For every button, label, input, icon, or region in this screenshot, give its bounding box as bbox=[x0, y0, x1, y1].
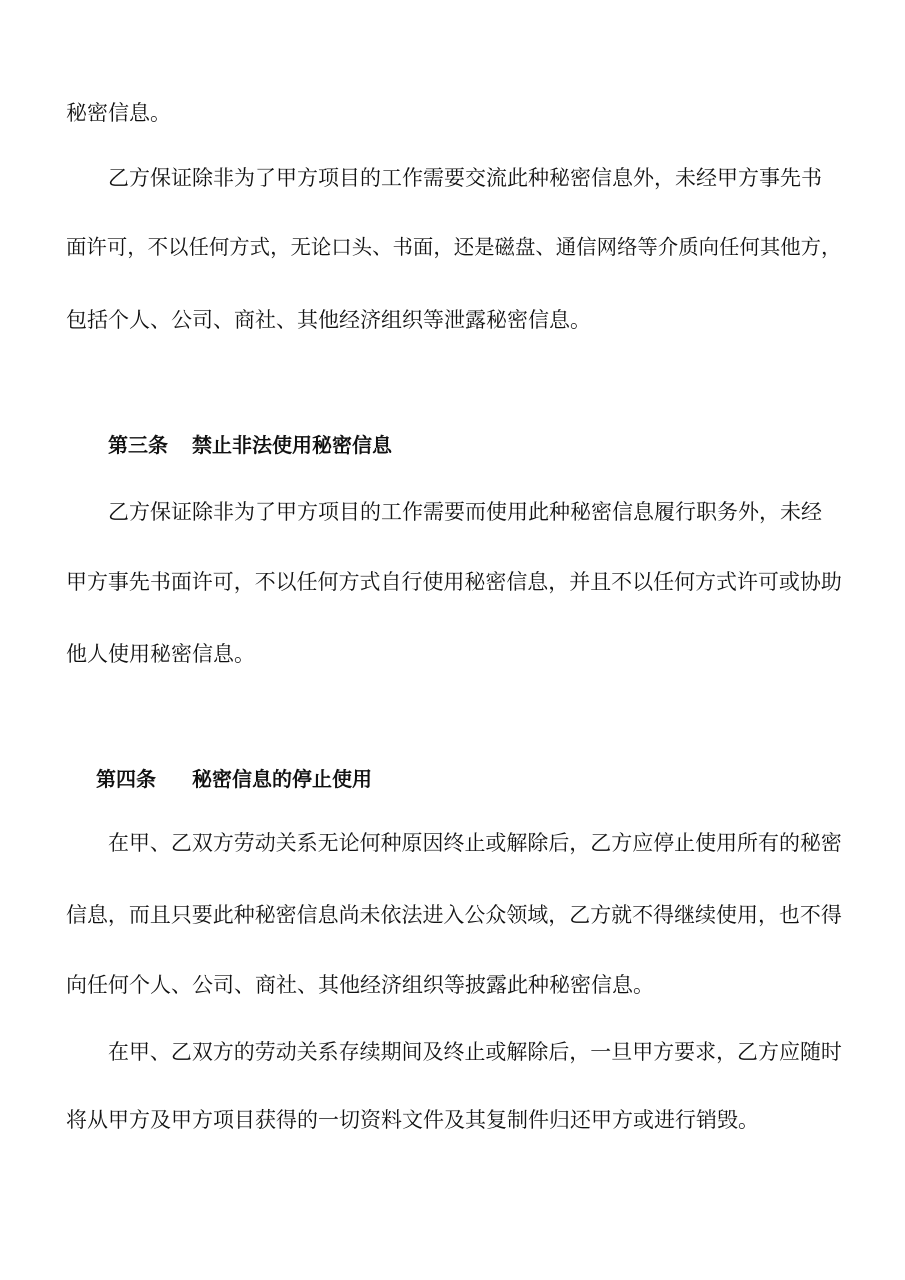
paragraph-line: 乙方保证除非为了甲方项目的工作需要交流此种秘密信息外，未经甲方事先书 bbox=[108, 166, 822, 190]
article-title: 秘密信息的停止使用 bbox=[192, 767, 372, 791]
paragraph-line: 乙方保证除非为了甲方项目的工作需要而使用此种秘密信息履行职务外，未经 bbox=[108, 500, 822, 524]
paragraph-line: 面许可，不以任何方式，无论口头、书面，还是磁盘、通信网络等介质向任何其他方， bbox=[66, 235, 842, 259]
article-heading bbox=[96, 764, 372, 794]
paragraph-line: 秘密信息。 bbox=[66, 101, 171, 125]
paragraph-line: 他人使用秘密信息。 bbox=[66, 642, 255, 666]
article-title: 禁止非法使用秘密信息 bbox=[192, 433, 392, 457]
paragraph-line: 向任何个人、公司、商社、其他经济组织等披露此种秘密信息。 bbox=[66, 973, 654, 997]
article-heading bbox=[108, 430, 392, 460]
paragraph-line: 包括个人、公司、商社、其他经济组织等泄露秘密信息。 bbox=[66, 308, 591, 332]
paragraph-line: 信息，而且只要此种秘密信息尚未依法进入公众领域，乙方就不得继续使用，也不得 bbox=[66, 903, 842, 927]
article-number: 第四条 bbox=[96, 767, 156, 791]
article-number: 第三条 bbox=[108, 433, 168, 457]
paragraph-line: 在甲、乙双方劳动关系无论何种原因终止或解除后，乙方应停止使用所有的秘密 bbox=[108, 831, 842, 855]
paragraph-line: 将从甲方及甲方项目获得的一切资料文件及其复制件归还甲方或进行销毁。 bbox=[66, 1108, 759, 1132]
paragraph-line: 甲方事先书面许可，不以任何方式自行使用秘密信息，并且不以任何方式许可或协助 bbox=[66, 570, 842, 594]
paragraph-line: 在甲、乙双方的劳动关系存续期间及终止或解除后，一旦甲方要求，乙方应随时 bbox=[108, 1040, 842, 1064]
